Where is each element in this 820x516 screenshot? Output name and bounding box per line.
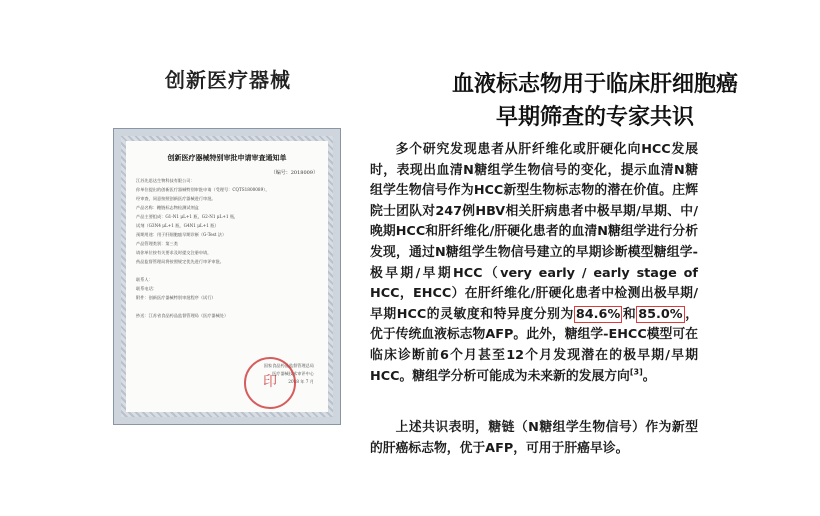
certificate-line: 经审查，同意按照创新医疗器械进行审批。: [136, 196, 216, 201]
title-line-2: 早期筛查的专家共识: [495, 105, 694, 130]
certificate-line: 产品主要组成：G1-N1 μL+1 瓶，G2-N1 μL+1 瓶，: [136, 214, 239, 219]
certificate-line: [136, 266, 318, 275]
official-seal: 印: [244, 357, 296, 409]
certificate-line: 药品监督管理局将按照规定优先进行审评审批。: [136, 259, 224, 264]
certificate-line: 附件：创新医疗器械特别审批程序（试行）: [136, 295, 216, 300]
certificate-footer: 国家食品药品监督管理总局 医疗器械技术审评中心 2018 年 7 月: [263, 363, 314, 384]
certificate-line: 你单位提出的创新医疗器械特别审批申请（受理号：CQTS1800089），: [136, 187, 270, 192]
title-line-1: 血液标志物用于临床肝细胞癌: [451, 72, 738, 97]
reference-mark: [3]: [629, 367, 643, 377]
certificate-line: 请你单位按有关要求及时提交注册申请，: [136, 250, 212, 255]
certificate-number: （编号：2018009）: [270, 170, 318, 176]
specificity-highlight: 85.0%: [638, 306, 683, 322]
certificate-line: [136, 302, 318, 311]
certificate-heading: 创新医疗器械特别审批申请审查通知单: [167, 153, 287, 162]
paragraph-1: 多个研究发现患者从肝纤维化或肝硬化向HCC发展时，表现出血清N糖组学生物信号的变化，提示血清N糖组学生物信号作为HCC新型生物标志物的潜在价值。庄辉院士团队对247例HBV相关肝病患者中极早期/早期、中/晚期HCC和肝纤维化/肝硬化患者的血清N糖组学进行分析发现，通过N糖组学生物信号建立的早期诊断模型糖组学-极早期/早期HCC（very early / early stage of HCC，EHCC）在肝纤维化/肝硬化患者中检测出极早期/ 早期HCC的灵敏度和特异度分别为 84.6% 和 85.0% ，优于传统血液标志物AFP。此外，糖组学-EHCC模型可在临床诊断前6个月甚至12个月发现潜在的极早期/早期HCC。糖组学分析可能成为未来新的发展方向[3]。: [370, 142, 711, 384]
certificate-line: 预期用途：用于肝细胞癌早期诊断（G-Test 法）: [136, 232, 227, 237]
certificate-line: 联系电话：: [136, 286, 157, 291]
certificate-paper: [126, 141, 328, 412]
certificate-line: 试剂（G3N4 μL+1 瓶，G4N1 μL+1 瓶）: [136, 223, 219, 228]
left-title: 创新医疗器械: [165, 68, 291, 92]
article-body: [370, 140, 711, 459]
sensitivity-highlight: 84.6%: [575, 306, 621, 322]
certificate-line: 产品管理类别：第三类: [136, 241, 178, 246]
paragraph-2: 上述共识表明，糖链（N糖组学生物信号）作为新型的肝癌标志物，优于AFP，可用于肝癌早诊。: [370, 420, 698, 456]
certificate-image: [113, 128, 341, 425]
certificate-line: 联系人：: [136, 277, 153, 282]
article-title: [370, 68, 820, 134]
certificate-line: 产品名称：糖链标志物检测试剂盒: [136, 205, 199, 210]
certificate-line: 江苏先思达生物科技有限公司：: [136, 178, 195, 183]
certificate-body: [136, 176, 318, 320]
certificate-line: 抄送：江苏省食品药品监督管理局（医疗器械处）: [136, 313, 229, 318]
